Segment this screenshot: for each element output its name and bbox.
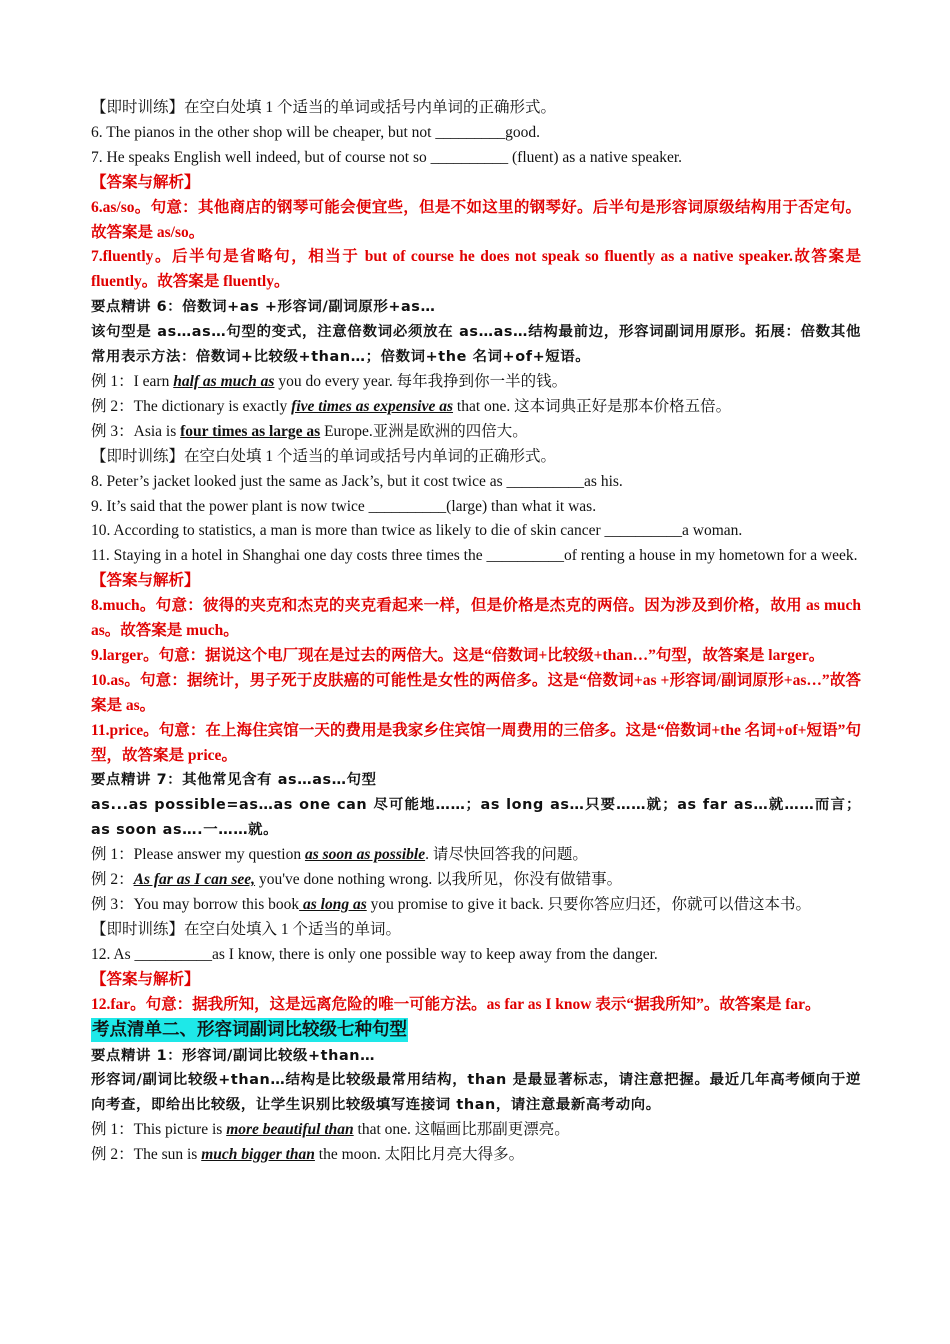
question-12: 12. As __________as I know, there is only one possible way to keep away from the danger. [91, 945, 658, 963]
example-text: Europe.亚洲是欧洲的四倍大。 [320, 422, 528, 440]
example-text: 例 1：I earn [91, 372, 174, 390]
example-text: that one. 这幅画比那副更漂亮。 [353, 1121, 570, 1139]
question-8: 8. Peter’s jacket looked just the same as Jack’s, but it cost twice as __________as his. [91, 472, 623, 490]
practice-instruction: 【即时训练】在空白处填 1 个适当的单词或括号内单词的正确形式。 [91, 99, 557, 116]
example-highlight: as soon as possible [304, 846, 426, 864]
example-text: you've done nothing wrong. 以我所见，你没有做错事。 [255, 871, 623, 889]
example-highlight: half as much as [173, 372, 275, 390]
example-text: 例 1：Please answer my question [91, 846, 305, 864]
question-7: 7. He speaks English well indeed, but of course not so __________ (fluent) as a native speaker. [91, 148, 683, 166]
document-page [91, 96, 861, 1168]
answer-10: 10.as。句意：据统计，男子死于皮肤癌的可能性是女性的两倍多。这是“倍数词+as +形容词/副词原形+as…”故答案是 as。 [91, 671, 861, 714]
practice-instruction: 【即时训练】在空白处填入 1 个适当的单词。 [91, 920, 402, 938]
example-line [91, 843, 861, 868]
answer-heading: 【答案与解析】 [91, 572, 200, 590]
example-highlight: As far as I can see, [133, 871, 256, 889]
key-point-1-title: 要点精讲 1：形容词/副词比较级+than… [91, 1047, 376, 1064]
example-text: . 请尽快回答我的问题。 [425, 846, 588, 864]
answer-8: 8.much。句意：彼得的夹克和杰克的夹克看起来一样，但是价格是杰克的两倍。因为涉及到价格，故用 as much as。故答案是 much。 [91, 597, 861, 640]
practice-instruction: 【即时训练】在空白处填 1 个适当的单词或括号内单词的正确形式。 [91, 447, 557, 465]
key-point-7-title: 要点精讲 7：其他常见含有 as…as…句型 [91, 772, 377, 789]
question-10: 10. According to statistics, a man is more than twice as likely to die of skin cancer __________a woman. [91, 522, 743, 540]
answer-heading: 【答案与解析】 [91, 173, 200, 191]
example-line [91, 370, 861, 395]
example-text: 例 2：The sun is [91, 1146, 202, 1164]
key-point-6-explanation: 该句型是 as…as…句型的变式，注意倍数词必须放在 as…as…结构最前边，形容词副词用原形。拓展：倍数其他常用表示方法：倍数词+比较级+than…；倍数词+the 名词+of+短语。 [91, 324, 861, 366]
example-line [91, 420, 861, 445]
key-point-1-explanation: 形容词/副词比较级+than…结构是比较级最常用结构，than 是最显著标志，请注意把握。最近几年高考倾向于逆向考查，即给出比较级，让学生识别比较级填写连接词 than，请注意最新高考动向。 [91, 1072, 861, 1114]
question-11: 11. Staying in a hotel in Shanghai one day costs three times the __________of renting a house in my hometown for a week. [91, 547, 858, 565]
example-highlight: five times as expensive as [291, 397, 454, 415]
example-highlight: as long as [299, 896, 367, 913]
key-point-6-title: 要点精讲 6：倍数词+as +形容词/副词原形+as… [91, 299, 436, 316]
example-highlight: much bigger than [201, 1146, 315, 1164]
answer-6: 6.as/so。句意：其他商店的钢琴可能会便宜些，但是不如这里的钢琴好。后半句是形容词原级结构用于否定句。故答案是 as/so。 [91, 198, 861, 241]
section-heading-row [91, 1018, 861, 1044]
example-text: you do every year. 每年我挣到你一半的钱。 [274, 372, 568, 390]
question-6: 6. The pianos in the other shop will be cheaper, but not _________good. [91, 123, 540, 141]
example-highlight: four times as large as [180, 422, 321, 440]
example-text: 例 2： [91, 871, 134, 889]
example-highlight: more beautiful than [226, 1121, 354, 1139]
section-heading: 考点清单二、形容词副词比较级七种句型 [92, 1019, 407, 1040]
example-line [91, 1118, 861, 1143]
answer-9: 9.larger。句意：据说这个电厂现在是过去的两倍大。这是“倍数词+比较级+than…”句型，故答案是 larger。 [91, 646, 825, 664]
answer-12: 12.far。句意：据我所知，这是远离危险的唯一可能方法。as far as I know 表示“据我所知”。故答案是 far。 [91, 995, 821, 1013]
example-text: you promise to give it back. 只要你答应归还，你就可以借这本书。 [366, 896, 812, 913]
example-text: that one. 这本词典正好是那本价格五倍。 [453, 397, 732, 415]
example-text: 例 3：Asia is [91, 422, 181, 440]
example-line [91, 1143, 861, 1168]
example-line [91, 893, 861, 918]
example-text: 例 1：This picture is [91, 1121, 227, 1139]
example-text: the moon. 太阳比月亮大得多。 [314, 1146, 525, 1164]
example-text: 例 3：You may borrow this book [91, 896, 300, 913]
answer-7: 7.fluently。后半句是省略句，相当于 but of course he does not speak so fluently as a native speaker.故答案是 fluently。故答案是 fluently。 [91, 248, 861, 291]
example-line [91, 395, 861, 420]
answer-heading: 【答案与解析】 [91, 970, 200, 988]
key-point-7-explanation: as...as possible=as…as one can 尽可能地……；as long as…只要……就；as far as…就……而言；as soon as….一……就。 [91, 797, 862, 839]
question-9: 9. It’s said that the power plant is now twice __________(large) than what it was. [91, 497, 597, 515]
example-text: 例 2：The dictionary is exactly [91, 397, 292, 415]
answer-11: 11.price。句意：在上海住宾馆一天的费用是我家乡住宾馆一周费用的三倍多。这是“倍数词+the 名词+of+短语”句型，故答案是 price。 [91, 721, 861, 764]
example-line [91, 868, 861, 893]
